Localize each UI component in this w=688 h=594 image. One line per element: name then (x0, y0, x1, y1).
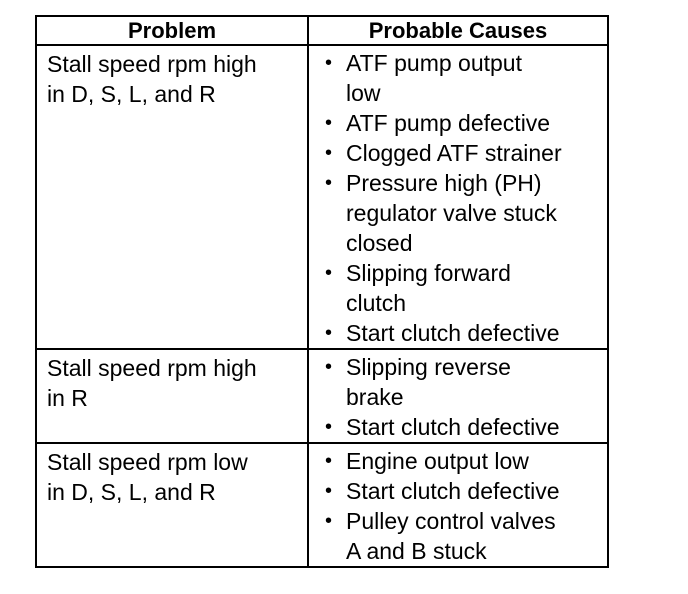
list-item (323, 138, 603, 168)
bullet-icon: • (325, 510, 333, 532)
list-item (323, 352, 603, 412)
list-item (323, 318, 603, 348)
cause-text: Pulley control valves A and B stuck (346, 508, 556, 564)
causes-cell (308, 45, 608, 349)
bullet-icon: • (325, 356, 333, 378)
bullet-icon: • (325, 52, 333, 74)
problem-cell: Stall speed rpm high in D, S, L, and R (36, 45, 308, 349)
cause-list (323, 48, 603, 348)
list-item (323, 258, 603, 318)
cause-text: Start clutch defective (346, 478, 560, 504)
table-row (36, 443, 608, 567)
list-item (323, 108, 603, 138)
bullet-icon: • (325, 480, 333, 502)
cause-text: Start clutch defective (346, 414, 560, 440)
bullet-icon: • (325, 112, 333, 134)
list-item (323, 412, 603, 442)
bullet-icon: • (325, 142, 333, 164)
problem-cell: Stall speed rpm high in R (36, 349, 308, 443)
table-row (36, 45, 608, 349)
cause-text: Engine output low (346, 448, 529, 474)
troubleshooting-table (35, 15, 609, 568)
table-row (36, 349, 608, 443)
list-item (323, 446, 603, 476)
list-item (323, 476, 603, 506)
bullet-icon: • (325, 172, 333, 194)
cause-list (323, 446, 603, 566)
cause-text: Slipping forward clutch (346, 260, 511, 316)
list-item (323, 506, 603, 566)
causes-cell (308, 349, 608, 443)
problem-cell: Stall speed rpm low in D, S, L, and R (36, 443, 308, 567)
list-item (323, 48, 603, 108)
cause-text: Pressure high (PH) regulator valve stuck closed (346, 170, 557, 256)
cause-list (323, 352, 603, 442)
list-item (323, 168, 603, 258)
causes-cell (308, 443, 608, 567)
bullet-icon: • (325, 416, 333, 438)
bullet-icon: • (325, 322, 333, 344)
cause-text: Clogged ATF strainer (346, 140, 562, 166)
cause-text: Slipping reverse brake (346, 354, 511, 410)
problem-column-header: Problem (36, 16, 308, 45)
cause-text: ATF pump defective (346, 110, 551, 136)
bullet-icon: • (325, 450, 333, 472)
cause-text: ATF pump output low (346, 50, 522, 106)
causes-column-header: Probable Causes (308, 16, 608, 45)
header-row (36, 16, 608, 45)
bullet-icon: • (325, 262, 333, 284)
cause-text: Start clutch defective (346, 320, 560, 346)
